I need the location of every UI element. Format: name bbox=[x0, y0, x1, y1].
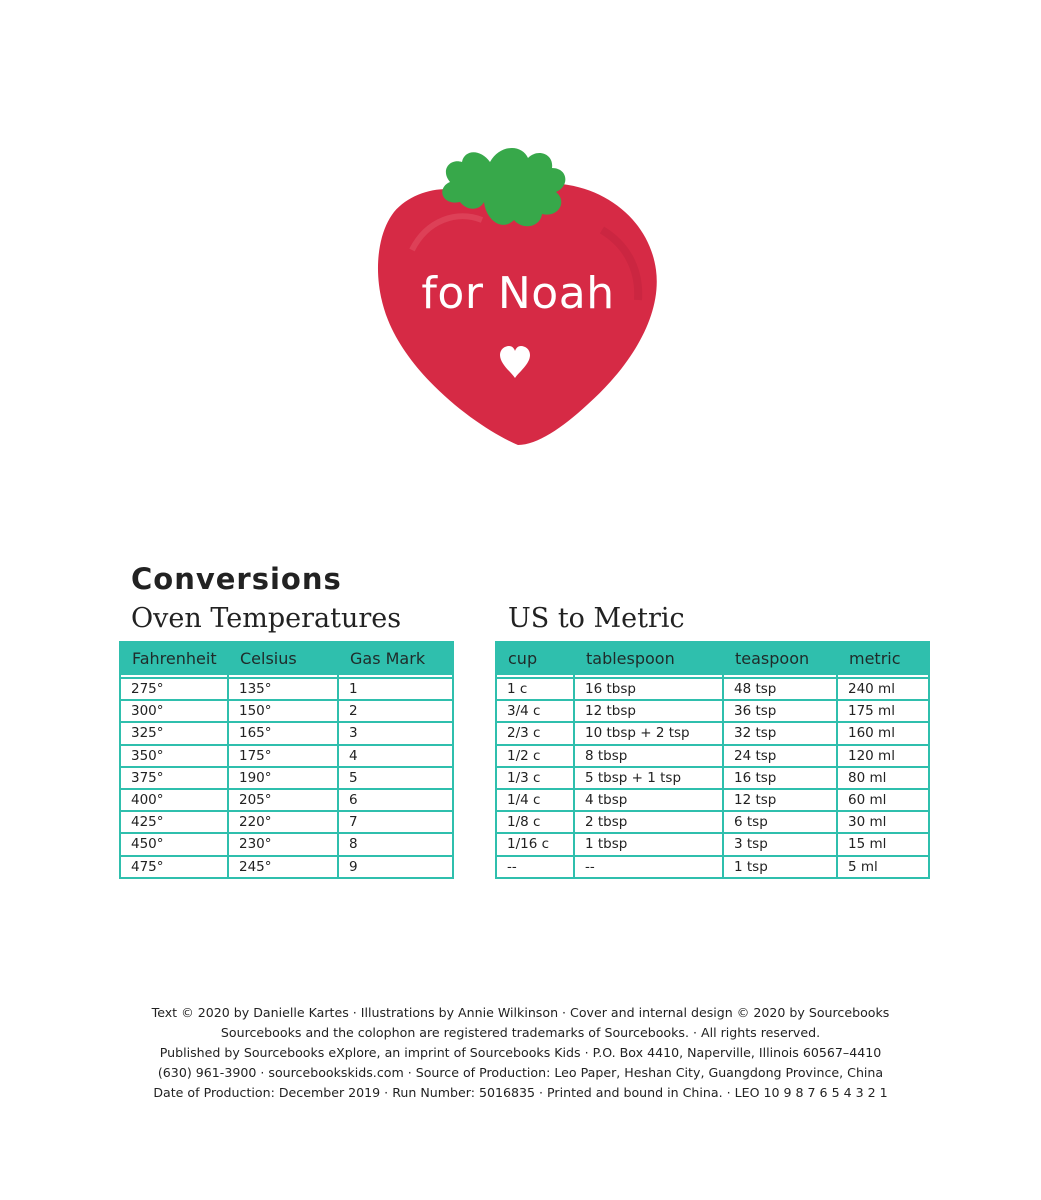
small-heart-icon bbox=[497, 344, 533, 380]
table-cell: 5 bbox=[338, 767, 453, 789]
table-row bbox=[120, 789, 453, 811]
table-cell: 1 c bbox=[496, 678, 574, 700]
table-cell: 135° bbox=[228, 678, 338, 700]
table-cell: 245° bbox=[228, 856, 338, 878]
column-header: teaspoon bbox=[723, 641, 837, 675]
table-cell: 1/8 c bbox=[496, 811, 574, 833]
table-cell: 275° bbox=[120, 678, 228, 700]
table-row bbox=[496, 678, 929, 700]
table-cell: 80 ml bbox=[837, 767, 929, 789]
table-header-row bbox=[496, 641, 929, 675]
table-row bbox=[496, 767, 929, 789]
table-cell: 3/4 c bbox=[496, 700, 574, 722]
table-cell: -- bbox=[574, 856, 723, 878]
table-cell: 16 tbsp bbox=[574, 678, 723, 700]
table-cell: 12 tbsp bbox=[574, 700, 723, 722]
table-row bbox=[496, 700, 929, 722]
table-row bbox=[120, 700, 453, 722]
table-cell: 10 tbsp + 2 tsp bbox=[574, 722, 723, 744]
table-row bbox=[120, 856, 453, 878]
table-row bbox=[120, 767, 453, 789]
table-cell: 2 tbsp bbox=[574, 811, 723, 833]
table-cell: 2/3 c bbox=[496, 722, 574, 744]
table-cell: 3 bbox=[338, 722, 453, 744]
column-header: cup bbox=[496, 641, 574, 675]
table-cell: 175° bbox=[228, 745, 338, 767]
column-header: Fahrenheit bbox=[120, 641, 228, 675]
table-cell: 175 ml bbox=[837, 700, 929, 722]
table-cell: 4 tbsp bbox=[574, 789, 723, 811]
table-cell: 12 tsp bbox=[723, 789, 837, 811]
column-header: Celsius bbox=[228, 641, 338, 675]
table-cell: 190° bbox=[228, 767, 338, 789]
column-header: tablespoon bbox=[574, 641, 723, 675]
table-cell: 1 tsp bbox=[723, 856, 837, 878]
table-cell: 6 bbox=[338, 789, 453, 811]
table-row bbox=[120, 678, 453, 700]
table-cell: 9 bbox=[338, 856, 453, 878]
table-cell: 3 tsp bbox=[723, 833, 837, 855]
table-cell: 375° bbox=[120, 767, 228, 789]
table-row bbox=[120, 722, 453, 744]
table-row bbox=[496, 722, 929, 744]
table-row bbox=[496, 833, 929, 855]
table-cell: 300° bbox=[120, 700, 228, 722]
table-cell: 400° bbox=[120, 789, 228, 811]
table-row bbox=[120, 833, 453, 855]
conversions-title: Conversions bbox=[131, 562, 342, 596]
table-cell: 7 bbox=[338, 811, 453, 833]
table-cell: 165° bbox=[228, 722, 338, 744]
table-cell: 24 tsp bbox=[723, 745, 837, 767]
table-cell: 230° bbox=[228, 833, 338, 855]
us-to-metric-title: US to Metric bbox=[508, 603, 685, 634]
oven-temperatures-title: Oven Temperatures bbox=[131, 603, 402, 634]
table-cell: 16 tsp bbox=[723, 767, 837, 789]
table-cell: 450° bbox=[120, 833, 228, 855]
table-cell: 60 ml bbox=[837, 789, 929, 811]
table-cell: 36 tsp bbox=[723, 700, 837, 722]
table-cell: 8 bbox=[338, 833, 453, 855]
colophon-line: Text © 2020 by Danielle Kartes · Illustrations by Annie Wilkinson · Cover and internal design © 2020 by Sourcebooks bbox=[151, 1005, 890, 1020]
table-cell: 325° bbox=[120, 722, 228, 744]
table-cell: -- bbox=[496, 856, 574, 878]
table-row bbox=[496, 745, 929, 767]
table-cell: 5 tbsp + 1 tsp bbox=[574, 767, 723, 789]
colophon-line: Date of Production: December 2019 · Run Number: 5016835 · Printed and bound in China. · LEO 10 9 8 7 6 5 4 3 2 1 bbox=[153, 1085, 888, 1100]
table-cell: 205° bbox=[228, 789, 338, 811]
table-cell: 220° bbox=[228, 811, 338, 833]
table-cell: 1/2 c bbox=[496, 745, 574, 767]
table-cell: 8 tbsp bbox=[574, 745, 723, 767]
table-cell: 150° bbox=[228, 700, 338, 722]
table-cell: 350° bbox=[120, 745, 228, 767]
table-cell: 120 ml bbox=[837, 745, 929, 767]
table-cell: 15 ml bbox=[837, 833, 929, 855]
table-cell: 425° bbox=[120, 811, 228, 833]
table-cell: 32 tsp bbox=[723, 722, 837, 744]
table-cell: 30 ml bbox=[837, 811, 929, 833]
table-cell: 475° bbox=[120, 856, 228, 878]
table-cell: 6 tsp bbox=[723, 811, 837, 833]
table-row bbox=[496, 789, 929, 811]
table-cell: 5 ml bbox=[837, 856, 929, 878]
table-row bbox=[120, 745, 453, 767]
table-cell: 1 tbsp bbox=[574, 833, 723, 855]
table-cell: 2 bbox=[338, 700, 453, 722]
table-cell: 1/16 c bbox=[496, 833, 574, 855]
table-cell: 4 bbox=[338, 745, 453, 767]
oven-temperatures-table bbox=[119, 641, 454, 879]
colophon-line: Published by Sourcebooks eXplore, an imprint of Sourcebooks Kids · P.O. Box 4410, Naperville, Illinois 60567–4410 bbox=[159, 1045, 882, 1060]
table-cell: 1/4 c bbox=[496, 789, 574, 811]
column-header: Gas Mark bbox=[338, 641, 453, 675]
table-cell: 1 bbox=[338, 678, 453, 700]
table-cell: 48 tsp bbox=[723, 678, 837, 700]
table-row bbox=[120, 811, 453, 833]
table-cell: 1/3 c bbox=[496, 767, 574, 789]
table-cell: 160 ml bbox=[837, 722, 929, 744]
colophon-line: (630) 961-3900 · sourcebookskids.com · Source of Production: Leo Paper, Heshan City, Guangdong Province, China bbox=[157, 1065, 884, 1080]
colophon-line: Sourcebooks and the colophon are registered trademarks of Sourcebooks. · All rights reserved. bbox=[220, 1025, 821, 1040]
us-to-metric-table bbox=[495, 641, 930, 879]
column-header: metric bbox=[837, 641, 929, 675]
table-header-row bbox=[120, 641, 453, 675]
colophon bbox=[40, 1003, 1001, 1103]
table-row bbox=[496, 811, 929, 833]
dedication-text: for Noah bbox=[421, 268, 615, 319]
table-cell: 240 ml bbox=[837, 678, 929, 700]
table-row bbox=[496, 856, 929, 878]
